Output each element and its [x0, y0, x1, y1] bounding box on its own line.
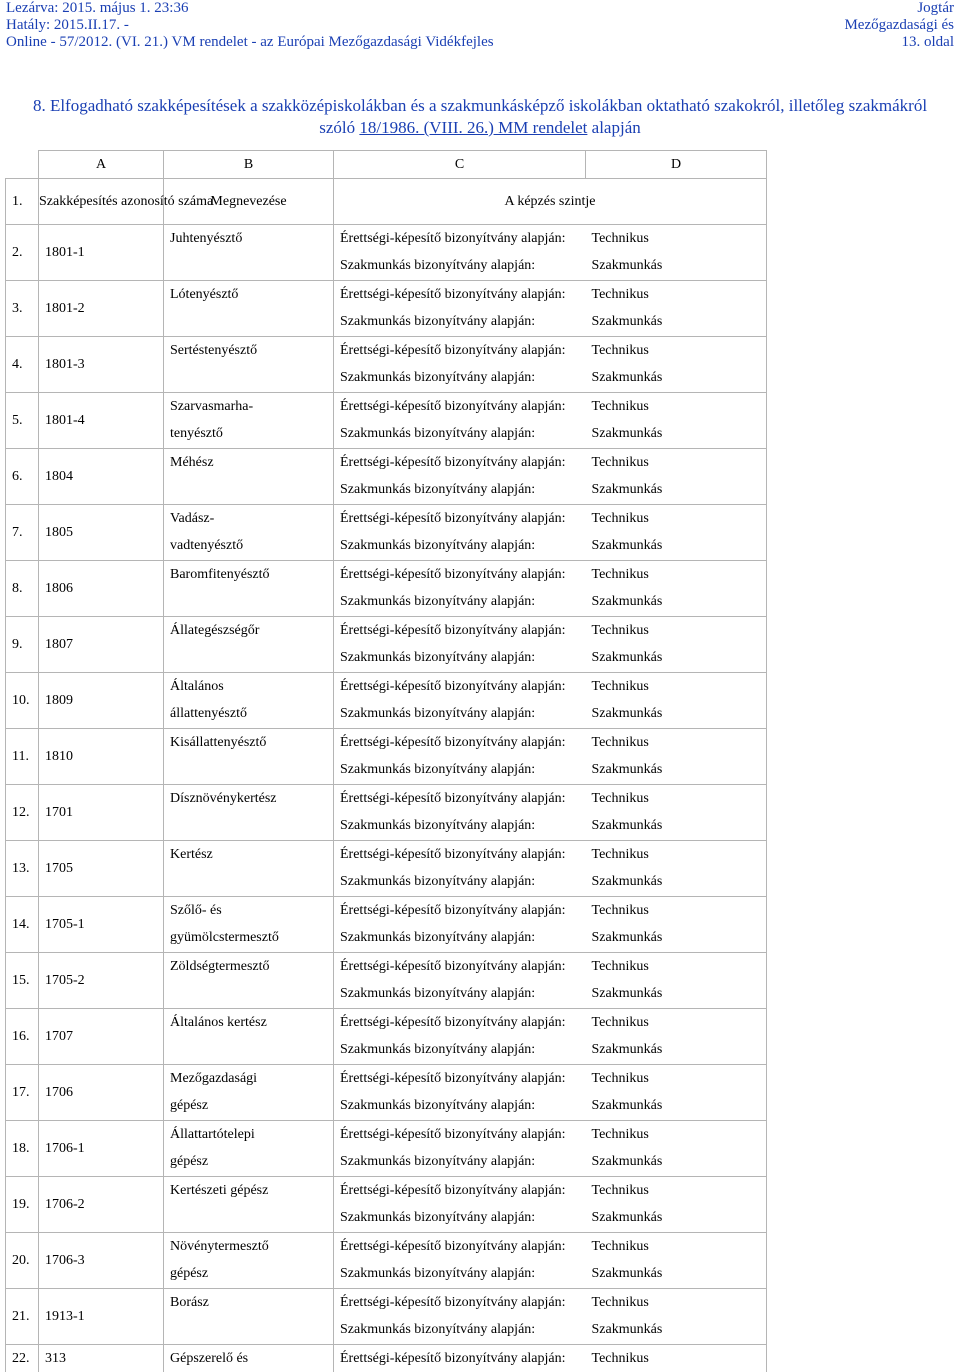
column-letters-row [6, 151, 767, 179]
training-level: Technikus [586, 505, 767, 533]
qualification-name-continued [164, 1036, 334, 1065]
qualification-basis: Szakmunkás bizonyítvány alapján: [334, 308, 586, 337]
qualification-name-continued [164, 868, 334, 897]
qualification-basis: Érettségi-képesítő bizonyítvány alapján: [334, 1177, 586, 1205]
training-level: Szakmunkás [586, 364, 767, 393]
table-row [6, 1233, 767, 1261]
qualification-basis: Érettségi-képesítő bizonyítvány alapján: [334, 1345, 586, 1372]
qualification-code: 1810 [39, 729, 164, 785]
column-letter-c: C [334, 151, 586, 179]
training-level: Technikus [586, 1065, 767, 1093]
row-number: 22. [6, 1345, 39, 1372]
row-number: 9. [6, 617, 39, 673]
training-level: Szakmunkás [586, 924, 767, 953]
qualification-name: Szőlő- és [164, 897, 334, 925]
qualification-name: Általános [164, 673, 334, 701]
qualification-code: 1706 [39, 1065, 164, 1121]
training-level: Szakmunkás [586, 1260, 767, 1289]
annex-title-line2: szóló 18/1986. (VIII. 26.) MM rendelet alapján [0, 117, 960, 139]
header-row-number: 1. [6, 179, 39, 225]
qualification-name: Lótenyésztő [164, 281, 334, 309]
table-row [6, 785, 767, 813]
row-number: 16. [6, 1009, 39, 1065]
qualification-code: 1707 [39, 1009, 164, 1065]
qualification-name-continued [164, 588, 334, 617]
qualification-name-continued: gyümölcstermesztő [164, 924, 334, 953]
document-category: Mezőgazdasági és [844, 17, 954, 34]
training-level: Szakmunkás [586, 532, 767, 561]
qualification-code: 1706-2 [39, 1177, 164, 1233]
column-letter-a: A [39, 151, 164, 179]
qualification-basis: Érettségi-képesítő bizonyítvány alapján: [334, 1289, 586, 1317]
qualification-basis: Érettségi-képesítő bizonyítvány alapján: [334, 953, 586, 981]
qualification-basis: Szakmunkás bizonyítvány alapján: [334, 924, 586, 953]
qualification-table [5, 150, 767, 1372]
qualification-code: 1705-1 [39, 897, 164, 953]
column-letter-b: B [164, 151, 334, 179]
row-number: 10. [6, 673, 39, 729]
annex-title [0, 95, 960, 139]
qualification-basis: Szakmunkás bizonyítvány alapján: [334, 252, 586, 281]
document-header-right [844, 0, 954, 51]
qualification-name-continued [164, 476, 334, 505]
qualification-code: 1706-1 [39, 1121, 164, 1177]
training-level: Szakmunkás [586, 1092, 767, 1121]
training-level: Technikus [586, 785, 767, 813]
training-level: Szakmunkás [586, 980, 767, 1009]
qualification-basis: Szakmunkás bizonyítvány alapján: [334, 1204, 586, 1233]
table-row [6, 1065, 767, 1093]
header-name: Megnevezése [164, 179, 334, 225]
table-row [6, 1289, 767, 1317]
qualification-name: Kertészeti gépész [164, 1177, 334, 1205]
header-level: A képzés szintje [334, 179, 767, 225]
qualification-name-continued: vadtenyésztő [164, 532, 334, 561]
qualification-basis: Szakmunkás bizonyítvány alapján: [334, 868, 586, 897]
qualification-name: Méhész [164, 449, 334, 477]
header-code: Szakképesítés azonosító száma [39, 179, 164, 225]
training-level: Technikus [586, 281, 767, 309]
training-level: Technikus [586, 897, 767, 925]
training-level: Technikus [586, 673, 767, 701]
qualification-name-continued [164, 252, 334, 281]
table-row [6, 281, 767, 309]
qualification-basis: Szakmunkás bizonyítvány alapján: [334, 420, 586, 449]
qualification-code: 1701 [39, 785, 164, 841]
column-header-row [6, 179, 767, 225]
table-row [6, 225, 767, 253]
row-number: 20. [6, 1233, 39, 1289]
qualification-basis: Érettségi-képesítő bizonyítvány alapján: [334, 1065, 586, 1093]
qualification-basis: Érettségi-képesítő bizonyítvány alapján: [334, 393, 586, 421]
training-level: Technikus [586, 617, 767, 645]
qualification-basis: Érettségi-képesítő bizonyítvány alapján: [334, 449, 586, 477]
training-level: Technikus [586, 225, 767, 253]
table-row [6, 337, 767, 365]
qualification-name: Zöldségtermesztő [164, 953, 334, 981]
training-level: Szakmunkás [586, 588, 767, 617]
table-row [6, 729, 767, 757]
qualification-name: Dísznövénykertész [164, 785, 334, 813]
qualification-name: Gépszerelő és [164, 1345, 334, 1372]
training-level: Szakmunkás [586, 420, 767, 449]
publisher-name: Jogtár [844, 0, 954, 17]
document-header-left [6, 0, 494, 51]
page-number: 13. oldal [844, 34, 954, 51]
row-number: 14. [6, 897, 39, 953]
training-level: Technikus [586, 561, 767, 589]
qualification-basis: Szakmunkás bizonyítvány alapján: [334, 532, 586, 561]
qualification-basis: Szakmunkás bizonyítvány alapján: [334, 1092, 586, 1121]
qualification-code: 1705 [39, 841, 164, 897]
qualification-code: 1805 [39, 505, 164, 561]
qualification-code: 1809 [39, 673, 164, 729]
qualification-name-continued: állattenyésztő [164, 700, 334, 729]
training-level: Technikus [586, 729, 767, 757]
row-number: 12. [6, 785, 39, 841]
training-level: Szakmunkás [586, 1036, 767, 1065]
training-level: Technikus [586, 1009, 767, 1037]
decree-link[interactable]: 18/1986. (VIII. 26.) MM rendelet [359, 118, 587, 137]
table-row [6, 673, 767, 701]
qualification-basis: Szakmunkás bizonyítvány alapján: [334, 1036, 586, 1065]
qualification-basis: Szakmunkás bizonyítvány alapján: [334, 644, 586, 673]
qualification-basis: Szakmunkás bizonyítvány alapján: [334, 1148, 586, 1177]
qualification-name: Szarvasmarha- [164, 393, 334, 421]
qualification-basis: Érettségi-képesítő bizonyítvány alapján: [334, 1009, 586, 1037]
qualification-name-continued [164, 364, 334, 393]
row-number: 2. [6, 225, 39, 281]
row-number: 8. [6, 561, 39, 617]
qualification-basis: Érettségi-képesítő bizonyítvány alapján: [334, 673, 586, 701]
qualification-code: 313 [39, 1345, 164, 1372]
table-row [6, 1121, 767, 1149]
qualification-basis: Érettségi-képesítő bizonyítvány alapján: [334, 1121, 586, 1149]
training-level: Technikus [586, 1177, 767, 1205]
training-level: Szakmunkás [586, 812, 767, 841]
qualification-basis: Szakmunkás bizonyítvány alapján: [334, 476, 586, 505]
training-level: Szakmunkás [586, 252, 767, 281]
qualification-name: Kisállattenyésztő [164, 729, 334, 757]
qualification-basis: Érettségi-képesítő bizonyítvány alapján: [334, 1233, 586, 1261]
qualification-name-continued [164, 756, 334, 785]
table-row [6, 897, 767, 925]
row-number: 3. [6, 281, 39, 337]
column-letter-d: D [586, 151, 767, 179]
qualification-code: 1801-2 [39, 281, 164, 337]
table-row [6, 617, 767, 645]
training-level: Szakmunkás [586, 644, 767, 673]
qualification-name: Juhtenyésztő [164, 225, 334, 253]
training-level: Szakmunkás [586, 476, 767, 505]
qualification-code: 1804 [39, 449, 164, 505]
qualification-name-continued: gépész [164, 1092, 334, 1121]
qualification-basis: Érettségi-képesítő bizonyítvány alapján: [334, 617, 586, 645]
qualification-basis: Érettségi-képesítő bizonyítvány alapján: [334, 729, 586, 757]
qualification-name-continued [164, 1204, 334, 1233]
qualification-name-continued: tenyésztő [164, 420, 334, 449]
training-level: Technikus [586, 953, 767, 981]
qualification-basis: Szakmunkás bizonyítvány alapján: [334, 980, 586, 1009]
training-level: Technikus [586, 1289, 767, 1317]
qualification-code: 1801-3 [39, 337, 164, 393]
row-number: 18. [6, 1121, 39, 1177]
qualification-basis: Érettségi-képesítő bizonyítvány alapján: [334, 281, 586, 309]
qualification-basis: Szakmunkás bizonyítvány alapján: [334, 588, 586, 617]
qualification-name-continued [164, 644, 334, 673]
table-row [6, 1009, 767, 1037]
qualification-basis: Szakmunkás bizonyítvány alapján: [334, 812, 586, 841]
training-level: Szakmunkás [586, 1316, 767, 1345]
qualification-basis: Érettségi-képesítő bizonyítvány alapján: [334, 337, 586, 365]
training-level: Szakmunkás [586, 308, 767, 337]
training-level: Szakmunkás [586, 1148, 767, 1177]
qualification-name-continued: gépész [164, 1260, 334, 1289]
training-level: Szakmunkás [586, 756, 767, 785]
closed-date: Lezárva: 2015. május 1. 23:36 [6, 0, 494, 17]
table-row [6, 393, 767, 421]
document-source: Online - 57/2012. (VI. 21.) VM rendelet - az Európai Mezőgazdasági Vidékfejles [6, 34, 494, 51]
row-number: 21. [6, 1289, 39, 1345]
qualification-code: 1913-1 [39, 1289, 164, 1345]
qualification-code: 1706-3 [39, 1233, 164, 1289]
qualification-name-continued: gépész [164, 1148, 334, 1177]
training-level: Technikus [586, 1233, 767, 1261]
effective-date: Hatály: 2015.II.17. - [6, 17, 494, 34]
qualification-name: Baromfitenyésztő [164, 561, 334, 589]
qualification-name: Sertéstenyésztő [164, 337, 334, 365]
row-number: 5. [6, 393, 39, 449]
training-level: Technikus [586, 1121, 767, 1149]
table-row [6, 841, 767, 869]
qualification-basis: Szakmunkás bizonyítvány alapján: [334, 700, 586, 729]
qualification-code: 1801-1 [39, 225, 164, 281]
training-level: Technikus [586, 393, 767, 421]
qualification-code: 1807 [39, 617, 164, 673]
training-level: Szakmunkás [586, 1204, 767, 1233]
qualification-name-continued [164, 812, 334, 841]
training-level: Szakmunkás [586, 700, 767, 729]
qualification-name: Állattartótelepi [164, 1121, 334, 1149]
table-row [6, 953, 767, 981]
training-level: Technikus [586, 841, 767, 869]
qualification-name: Kertész [164, 841, 334, 869]
qualification-name: Állategészségőr [164, 617, 334, 645]
training-level: Szakmunkás [586, 868, 767, 897]
row-number: 4. [6, 337, 39, 393]
row-number: 7. [6, 505, 39, 561]
training-level: Technikus [586, 337, 767, 365]
qualification-name: Általános kertész [164, 1009, 334, 1037]
training-level: Technikus [586, 1345, 767, 1372]
row-number: 19. [6, 1177, 39, 1233]
table-row [6, 561, 767, 589]
qualification-basis: Érettségi-képesítő bizonyítvány alapján: [334, 785, 586, 813]
qualification-name-continued [164, 980, 334, 1009]
qualification-basis: Szakmunkás bizonyítvány alapján: [334, 364, 586, 393]
row-number: 15. [6, 953, 39, 1009]
qualification-basis: Szakmunkás bizonyítvány alapján: [334, 1316, 586, 1345]
qualification-name-continued [164, 1316, 334, 1345]
row-number: 13. [6, 841, 39, 897]
training-level: Technikus [586, 449, 767, 477]
qualification-basis: Érettségi-képesítő bizonyítvány alapján: [334, 225, 586, 253]
qualification-basis: Érettségi-képesítő bizonyítvány alapján: [334, 841, 586, 869]
qualification-basis: Érettségi-képesítő bizonyítvány alapján: [334, 897, 586, 925]
qualification-name-continued [164, 308, 334, 337]
qualification-code: 1806 [39, 561, 164, 617]
qualification-code: 1801-4 [39, 393, 164, 449]
qualification-name: Növénytermesztő [164, 1233, 334, 1261]
annex-title-line1: 8. Elfogadható szakképesítések a szakközépiskolákban és a szakmunkásképző iskolákban oktatható szakokról, illetőleg szakmákról [0, 95, 960, 117]
row-number: 17. [6, 1065, 39, 1121]
row-number: 6. [6, 449, 39, 505]
qualification-code: 1705-2 [39, 953, 164, 1009]
table-row [6, 449, 767, 477]
qualification-basis: Érettségi-képesítő bizonyítvány alapján: [334, 505, 586, 533]
qualification-basis: Szakmunkás bizonyítvány alapján: [334, 756, 586, 785]
row-number: 11. [6, 729, 39, 785]
qualification-name: Mezőgazdasági [164, 1065, 334, 1093]
qualification-basis: Érettségi-képesítő bizonyítvány alapján: [334, 561, 586, 589]
qualification-basis: Szakmunkás bizonyítvány alapján: [334, 1260, 586, 1289]
qualification-name: Borász [164, 1289, 334, 1317]
table-row [6, 1177, 767, 1205]
table-row [6, 505, 767, 533]
qualification-name: Vadász- [164, 505, 334, 533]
